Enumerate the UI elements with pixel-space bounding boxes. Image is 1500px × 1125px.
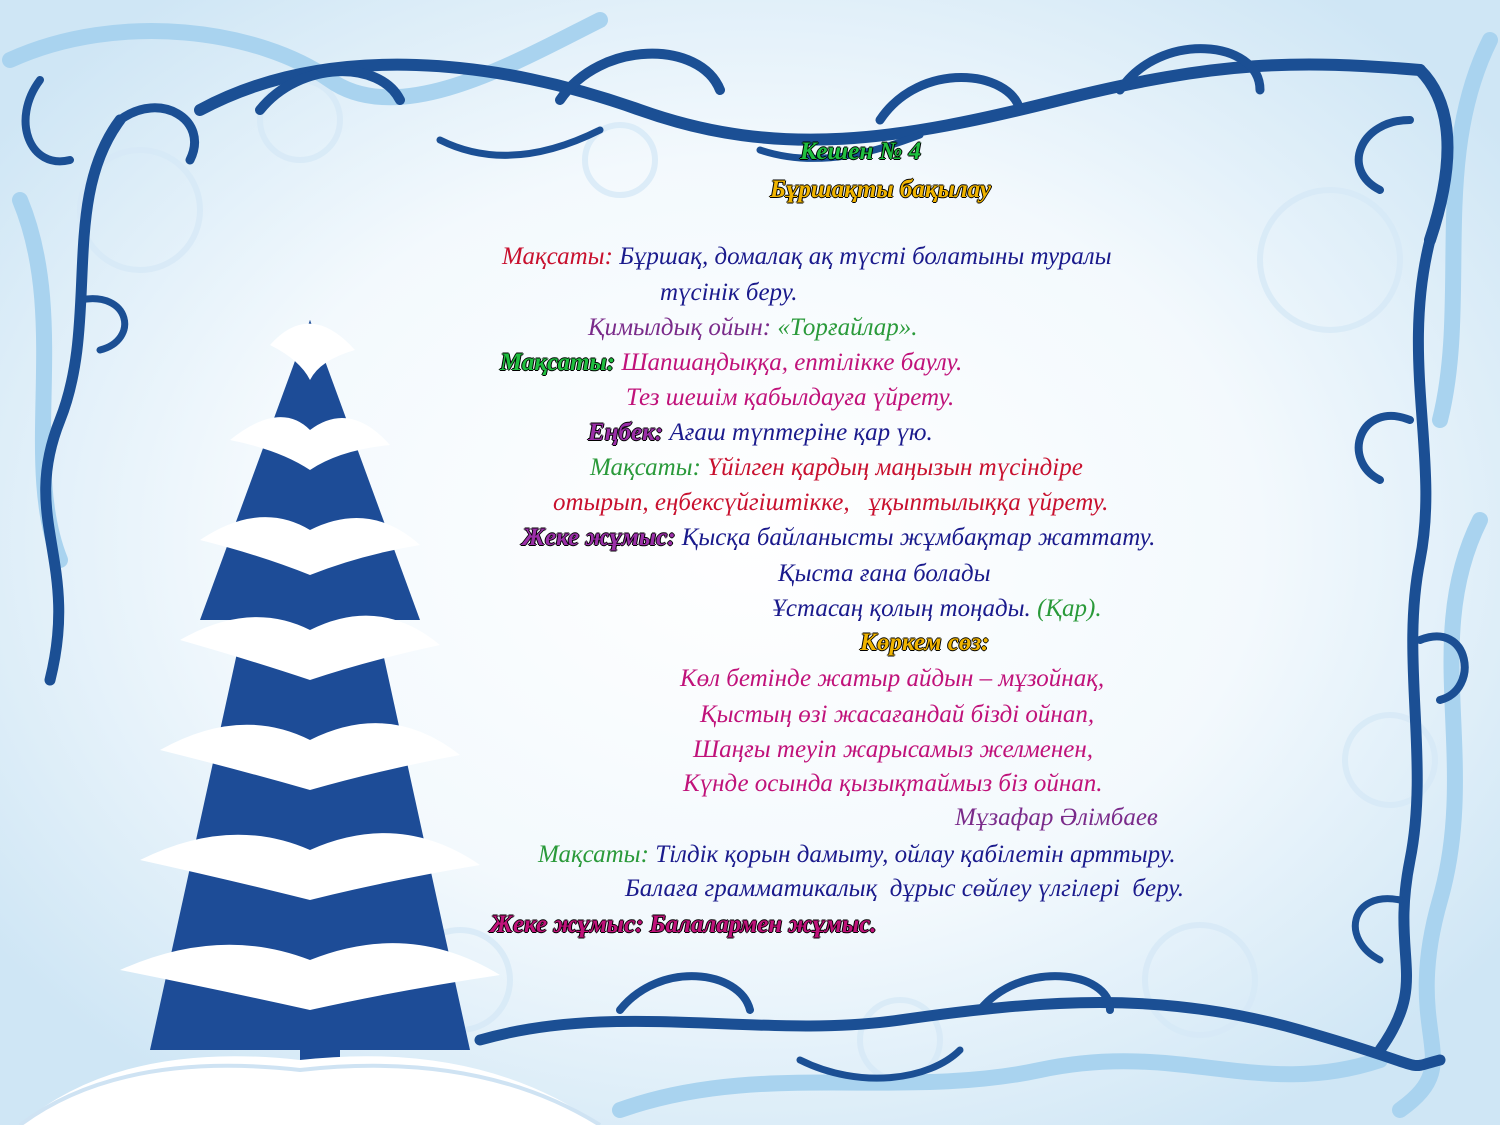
- artistic-word-heading: Көркем сөз:: [860, 629, 990, 656]
- riddle-line-1: Қыста ғана болады: [778, 560, 991, 587]
- goal-1-label: Мақсаты:: [502, 243, 613, 270]
- goal-4-label: Мақсаты:: [538, 841, 649, 868]
- riddle-answer: (Қар).: [1030, 595, 1102, 622]
- riddle-text: Ұстасаң қолың тоңады.: [772, 595, 1031, 622]
- goal-3-line-2: отырып, еңбексүйгіштікке, ұқыптылыққа үйрету.: [553, 489, 1109, 516]
- goal-3-label: Мақсаты:: [590, 454, 701, 481]
- individual-work-2-line: Жеке жұмыс: Балалармен жұмыс.: [490, 911, 877, 938]
- poem-author: Мұзафар Әлімбаев: [955, 804, 1158, 831]
- movement-game-line: [588, 313, 918, 343]
- individual-work-text: Қысқа байланысты жұмбақтар жаттату.: [675, 524, 1156, 551]
- goal-3-line-1: [590, 453, 1083, 483]
- goal-2-line-1: [500, 348, 962, 378]
- riddle-line-2: [772, 594, 1102, 624]
- goal-3-text: Үйілген қардың маңызын түсіндіре: [700, 454, 1083, 481]
- goal-4-line-2: Балаға грамматикалық дұрыс сөйлеу үлгілері беру.: [625, 875, 1185, 902]
- goal-4-text: Тілдік қорын дамыту, ойлау қабілетін арттыру.: [648, 841, 1176, 868]
- complex-title: Кешен № 4: [800, 138, 922, 165]
- individual-work-label: Жеке жұмыс:: [522, 524, 676, 551]
- movement-game-label: Қимылдық ойын:: [588, 314, 772, 341]
- goal-4-line-1: [538, 840, 1176, 870]
- individual-work-line: [522, 523, 1155, 553]
- goal-2-line-2: Тез шешім қабылдауға үйрету.: [626, 384, 955, 411]
- goal-2-text: Шапшаңдыққа, ептілікке баулу.: [615, 349, 963, 376]
- goal-1-text: Бұршақ, домалақ ақ түсті болатыны туралы: [612, 243, 1112, 270]
- poem-line-3: Шаңғы теуіп жарысамыз желменен,: [693, 736, 1094, 763]
- labor-text: Ағаш түптеріне қар үю.: [663, 419, 933, 446]
- goal-1-line-1: [502, 242, 1112, 272]
- movement-game-name: «Торғайлар».: [771, 314, 918, 341]
- goal-1-line-2: түсінік беру.: [660, 279, 798, 306]
- goal-2-label: Мақсаты:: [500, 349, 616, 376]
- labor-line: [588, 418, 933, 448]
- poem-line-2: Қыстың өзі жасағандай бізді ойнап,: [700, 701, 1095, 728]
- labor-label: Еңбек:: [588, 419, 664, 446]
- poem-line-4: Күнде осында қызықтаймыз біз ойнап.: [683, 770, 1103, 797]
- observation-subtitle: Бұршақты бақылау: [770, 176, 992, 203]
- poem-line-1: Көл бетінде жатыр айдын – мұзойнақ,: [680, 665, 1105, 692]
